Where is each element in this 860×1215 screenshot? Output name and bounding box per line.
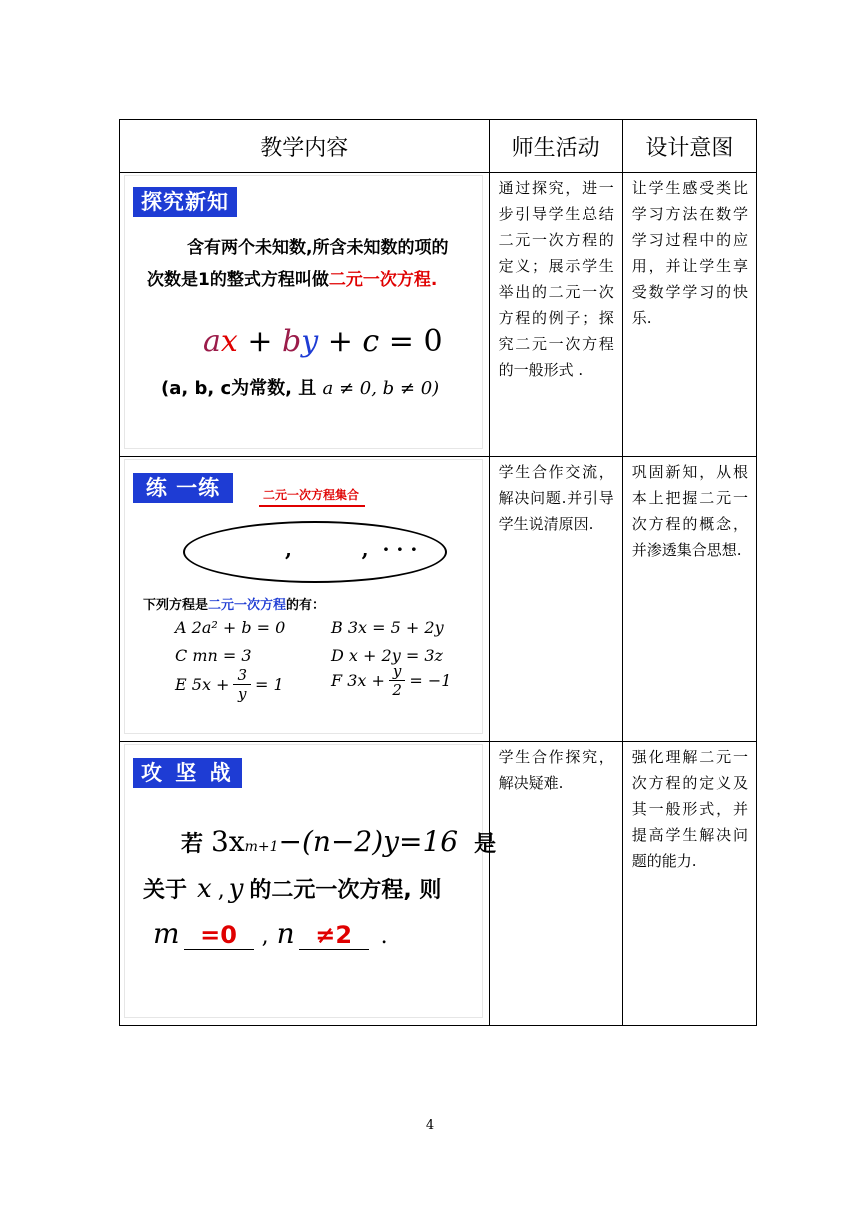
option-d: D x + 2y = 3z <box>331 646 443 665</box>
slide-tag: 攻 坚 战 <box>133 758 242 788</box>
content-cell <box>120 742 497 1026</box>
definition-text <box>147 232 465 296</box>
intent-cell <box>622 173 756 457</box>
option-f: F 3x + $\frac{y}{2}$ = −1 <box>331 662 452 699</box>
page-number: 4 <box>425 1118 435 1133</box>
slide-challenge <box>124 744 497 1018</box>
activity-cell <box>489 742 622 1026</box>
intent-cell <box>622 457 756 742</box>
table-row <box>120 742 757 1026</box>
general-formula: ax + by + c = 0 <box>203 324 443 359</box>
option-b: B 3x = 5 + 2y <box>331 618 444 637</box>
activity-cell <box>489 457 622 742</box>
slide-explore <box>124 175 483 449</box>
slide-tag: 探究新知 <box>133 187 237 217</box>
m-answer: =0 <box>184 921 254 950</box>
set-content: , , · · · <box>285 537 418 561</box>
slide-tag: 练 一练 <box>133 473 233 503</box>
table-row <box>120 457 757 742</box>
set-label: 二元一次方程集合 <box>259 486 365 507</box>
challenge-line1: 若 3x m+1 −(n−2)y=16 是 <box>181 825 497 858</box>
option-c: C mn = 3 <box>175 646 252 665</box>
intent-text: 巩固新知，从根本上把握二元一次方程的概念，并渗透集合思想. <box>631 463 748 559</box>
definition-highlight: 二元一次方程. <box>328 270 438 290</box>
header-teaching-content: 教学内容 <box>120 120 490 173</box>
intent-text: 强化理解二元一次方程的定义及其一般形式，并提高学生解决问题的能力. <box>631 748 748 870</box>
intent-cell <box>622 742 756 1026</box>
table-row <box>120 173 757 457</box>
activity-text: 通过探究，进一步引导学生总结二元一次方程的定义；展示学生举出的二元一次方程的例子；探究二元一次方程的一般形式 . <box>498 179 614 379</box>
intent-text: 让学生感受类比学习方法在数学学习过程中的应用，并让学生享受数学学习的快乐. <box>631 179 748 327</box>
option-e: E 5x + $\frac{3}{y}$ = 1 <box>175 666 284 703</box>
activity-text: 学生合作探究，解决疑难. <box>498 748 614 792</box>
table-header-row <box>120 120 757 173</box>
slide-practice <box>124 459 483 734</box>
formula-condition: (a, b, c为常数, 且 a ≠ 0, b ≠ 0) <box>161 378 440 399</box>
challenge-line2: 关于 x , y 的二元一次方程, 则 <box>143 874 442 904</box>
header-activities: 师生活动 <box>489 120 622 173</box>
header-design-intent: 设计意图 <box>622 120 756 173</box>
option-a: A 2a² + b = 0 <box>175 618 286 637</box>
question-text: 下列方程是二元一次方程的有： <box>143 598 326 613</box>
activity-cell <box>489 173 622 457</box>
activity-text: 学生合作交流，解决问题.并引导学生说清原因. <box>498 463 614 533</box>
n-answer: ≠2 <box>299 921 369 950</box>
definition-part: 含有两个未知数,所含未知数的项的次数是1的整式方程叫做 <box>147 238 449 290</box>
lesson-plan-table <box>119 119 757 1026</box>
challenge-answers: m =0 , n ≠2 . <box>153 917 388 950</box>
content-cell <box>120 457 490 742</box>
content-cell <box>120 173 490 457</box>
